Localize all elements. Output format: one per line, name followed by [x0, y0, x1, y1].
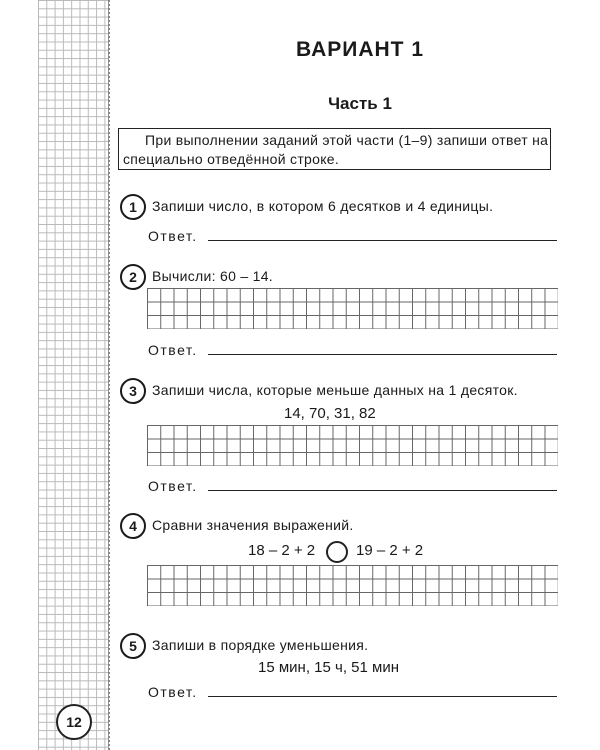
compare-circle[interactable] — [326, 541, 348, 563]
page-title: ВАРИАНТ 1 — [295, 38, 425, 61]
perforation-line — [108, 0, 110, 750]
task-5-answer-label: Ответ. — [148, 684, 198, 700]
page-number: 12 — [56, 704, 92, 740]
task-2-number: 2 — [120, 264, 146, 290]
task-3-text: Запиши числа, которые меньше данных на 1 десяток. — [152, 382, 518, 398]
part-title: Часть 1 — [328, 94, 392, 113]
task-2-work-grid[interactable] — [147, 288, 558, 329]
task-3-numbers: 14, 70, 31, 82 — [284, 405, 376, 422]
task-1-number: 1 — [120, 194, 146, 220]
task-2-text: Вычисли: 60 – 14. — [152, 268, 273, 284]
task-4-number: 4 — [120, 513, 146, 539]
task-4-right-expression: 19 – 2 + 2 — [356, 542, 424, 559]
task-5-answer-line[interactable] — [208, 696, 557, 697]
task-3-work-grid[interactable] — [147, 425, 558, 466]
task-3-number: 3 — [120, 378, 146, 404]
task-1-answer-label: Ответ. — [148, 228, 198, 244]
task-4-left-expression: 18 – 2 + 2 — [248, 542, 316, 559]
task-5-values: 15 мин, 15 ч, 51 мин — [258, 659, 399, 676]
task-4-text: Сравни значения выражений. — [152, 517, 354, 533]
task-1-answer-line[interactable] — [208, 240, 557, 241]
task-3-answer-label: Ответ. — [148, 478, 198, 494]
grid-margin — [38, 0, 109, 750]
task-4-work-grid[interactable] — [147, 565, 558, 606]
instruction-box: При выполнении заданий этой части (1–9) запиши ответ на специально отведённой строке. — [118, 128, 551, 170]
task-2-answer-line[interactable] — [208, 354, 557, 355]
task-3-answer-line[interactable] — [208, 490, 557, 491]
task-5-text: Запиши в порядке уменьшения. — [152, 637, 369, 653]
task-2-answer-label: Ответ. — [148, 342, 198, 358]
task-1-text: Запиши число, в котором 6 десятков и 4 единицы. — [152, 198, 494, 214]
task-5-number: 5 — [120, 633, 146, 659]
